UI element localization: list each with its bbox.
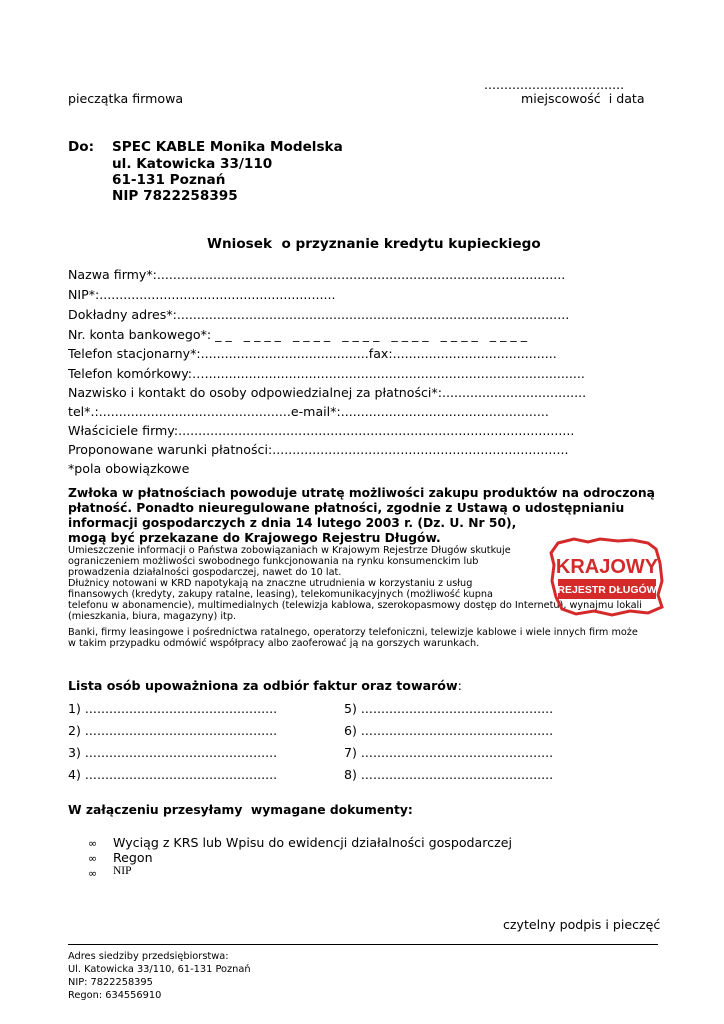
info-line: telefonu w abonamencie), multimedialnych (telewizja kablowa, szerokopasmowy dostęp do Internetu), wynajmu lokali [68, 600, 642, 611]
field-owners[interactable]: Właściciele firmy:................................................................................................... [68, 423, 575, 438]
footer-line: NIP: 7822258395 [68, 977, 153, 988]
krd-logo-top: KRAJOWY [556, 556, 659, 578]
person-slot-7[interactable]: 7) ................................................ [344, 745, 554, 760]
person-slot-5[interactable]: 5) ................................................ [344, 701, 554, 716]
info-line: finansowych (kredyty, zakupy ratalne, leasing), telekomunikacyjnych (możliwość kupna [68, 589, 493, 600]
infinity-bullet-icon: ∞ [88, 867, 98, 880]
to-label: Do: [68, 139, 95, 155]
person-slot-1[interactable]: 1) ................................................ [68, 701, 278, 716]
info-line: Umieszczenie informacji o Państwa zobowiązaniach w Krajowym Rejestrze Długów skutkuje [68, 545, 511, 556]
field-phone-fax[interactable]: Telefon stacjonarny*:..........................................fax:......................................... [68, 346, 557, 361]
place-date-label: miejscowość i data [521, 91, 645, 106]
footer-line: Ul. Katowicka 33/110, 61-131 Poznań [68, 964, 251, 975]
infinity-bullet-icon: ∞ [88, 837, 98, 850]
warning-line: informacji gospodarczych z dnia 14 lutego 2003 r. (Dz. U. Nr 50), [68, 516, 517, 530]
footer-line: Adres siedziby przedsiębiorstwa: [68, 951, 229, 962]
person-slot-6[interactable]: 6) ................................................ [344, 723, 554, 738]
page-title: Wniosek o przyznanie kredytu kupieckiego [207, 236, 541, 252]
krd-logo [538, 518, 659, 598]
attachment-item: NIP [113, 865, 132, 877]
info-line: prowadzenia działalności gospodarczej, nawet do 10 lat. [68, 567, 342, 578]
person-slot-3[interactable]: 3) ................................................ [68, 745, 278, 760]
krd-logo-graphic [548, 537, 666, 617]
info-line: Dłużnicy notowani w KRD napotykają na znaczne utrudnienia w korzystaniu z usług [68, 578, 473, 589]
persons-heading [68, 678, 462, 693]
persons-heading-text: Lista osób upoważniona za odbiór faktur oraz towarów [68, 678, 458, 693]
signature-label: czytelny podpis i pieczęć [503, 917, 661, 932]
persons-heading-suffix: : [457, 678, 462, 693]
field-mobile[interactable]: Telefon komórkowy:…............................................................................................... [68, 366, 585, 381]
warning-line: płatność. Ponadto nieuregulowane płatności, zgodnie z Ustawą o udostępnianiu [68, 501, 625, 515]
person-slot-8[interactable]: 8) ................................................ [344, 767, 554, 782]
date-dots: ................................... [484, 77, 625, 92]
krd-logo-bottom: REJESTR DŁUGÓW [557, 584, 657, 596]
field-nip[interactable]: NIP*:........................................................... [68, 287, 336, 302]
warning-line: mogą być przekazane do Krajowego Rejestru Długów. [68, 531, 441, 545]
recipient-line: ul. Katowicka 33/110 [112, 156, 273, 172]
person-slot-4[interactable]: 4) ................................................ [68, 767, 278, 782]
attachment-item: Wyciąg z KRS lub Wpisu do ewidencji działalności gospodarczej [113, 835, 512, 850]
field-company-name[interactable]: Nazwa firmy*:...................................................................................................... [68, 267, 566, 282]
footer-line: Regon: 634556910 [68, 990, 162, 1001]
info-line: (mieszkania, biura, magazyny) itp. [68, 611, 237, 622]
person-slot-2[interactable]: 2) ................................................ [68, 723, 278, 738]
stamp-label: pieczątka firmowa [68, 91, 184, 106]
info-line: Banki, firmy leasingowe i pośrednictwa ratalnego, operatorzy telefoniczni, telewizje kablowe i wiele innych firm może [68, 627, 638, 638]
required-note: *pola obowiązkowe [68, 461, 190, 476]
recipient-line: 61-131 Poznań [112, 172, 226, 188]
field-payment-terms[interactable]: Proponowane warunki płatności:.......................................................................... [68, 442, 569, 457]
attachment-item: Regon [113, 850, 153, 865]
field-bank-account[interactable]: Nr. konta bankowego*: _ _ _ _ _ _ _ _ _ _ _ _ _ _ _ _ _ _ _ _ _ _ _ _ _ _ [68, 327, 528, 342]
field-tel-email[interactable]: tel*.:................................................e-mail*:.................................................... [68, 404, 549, 419]
field-contact-person[interactable]: Nazwisko i kontakt do osoby odpowiedzialnej za płatności*:.................................... [68, 385, 587, 400]
footer-divider [68, 944, 658, 945]
info-line: ograniczeniem możliwości swobodnego funkcjonowania na rynku konsumenckim lub [68, 556, 479, 567]
warning-line: Zwłoka w płatnościach powoduje utratę możliwości zakupu produktów na odroczoną [68, 486, 655, 500]
recipient-line: SPEC KABLE Monika Modelska [112, 139, 343, 155]
field-address[interactable]: Dokładny adres*:.................................................................................................. [68, 307, 570, 322]
attachments-heading: W załączeniu przesyłamy wymagane dokumenty: [68, 803, 413, 817]
infinity-bullet-icon: ∞ [88, 852, 98, 865]
recipient-line: NIP 7822258395 [112, 188, 238, 204]
info-line: w takim przypadku odmówić współpracy albo zaoferować ją na gorszych warunkach. [68, 638, 480, 649]
